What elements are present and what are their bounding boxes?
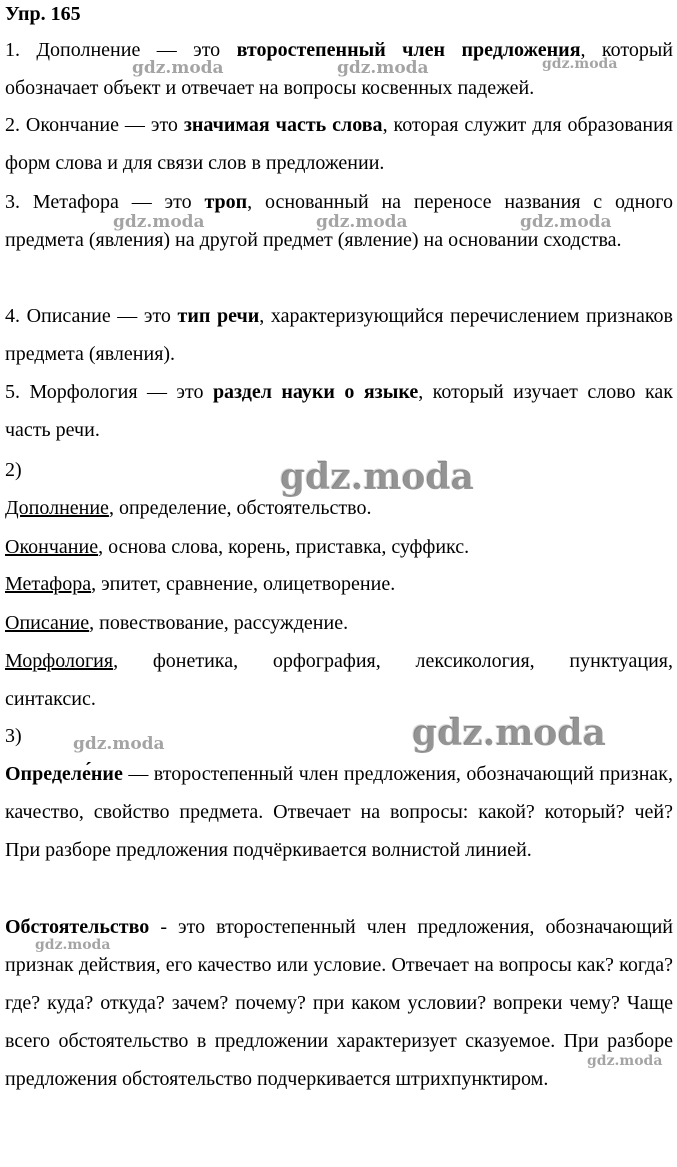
term-group-3-key: Метафора [5,573,92,595]
watermark-logo: gdz.moda [587,1053,663,1069]
term-group-4-rest: , повествование, рассуждение. [89,612,349,634]
definition-adverbial-term: Обстоятельство [5,916,150,938]
term-group-5-rest: , фонетика, орфография, лексикология, пунктуация, [113,650,673,672]
watermark-logo: gdz.moda [316,212,408,232]
definition-5 [5,373,673,449]
definition-5-rest: , который изучает слово как часть речи. [5,381,673,441]
watermark-logo: gdz.moda [412,712,606,754]
term-group-5-key: Морфология [5,650,114,672]
definition-attribute-text: — второстепенный член предложения, обозначающий признак, качество, свойство предмета. Отвечает на вопросы: какой? который? чей? При разборе предложения подчёркивается волнистой линией. [5,763,673,861]
term-group-2-rest: , основа слова, корень, приставка, суффикс. [98,536,470,558]
definition-attribute-term: Определе́ние [5,763,123,785]
term-group-1-rest: , определение, обстоятельство. [108,497,372,519]
definition-2 [5,106,673,182]
watermark-logo: gdz.moda [35,937,111,953]
definition-adverbial-text: - это второстепенный член предложения, обозначающий признак действия, его качество или условие. Отвечает на вопросы как? когда? где? куда? откуда? зачем? почему? при каком условии? вопреки чему? Чаще всего обстоятельство в предложении характеризует сказуемое. При разборе предложения обстоятельство подчеркивается штрихпунктиром. [5,916,673,1090]
definition-4-rest: , характеризующийся перечислением признаков предмета (явления). [5,305,673,365]
definition-4-lead: 4. Описание — это [5,305,178,327]
watermark-logo: gdz.moda [337,58,429,78]
definition-3-lead: 3. Метафора — это [5,191,205,213]
term-group-3-rest: , эпитет, сравнение, олицетворение. [91,573,396,595]
definition-5-lead: 5. Морфология — это [5,381,213,403]
watermark-logo: gdz.moda [542,56,618,72]
term-group-2 [5,535,673,559]
definition-2-term: значимая часть слова [183,114,383,136]
term-group-5 [5,649,673,673]
definition-5-term: раздел науки о языке [212,381,419,403]
definition-1-term: второстепенный член предложения [236,39,581,61]
watermark-logo: gdz.moda [113,212,205,232]
definition-2-rest: , которая служит для образования форм слова и для связи слов в предложении. [5,114,673,174]
section-3-label: 3) [5,725,22,747]
definition-1-rest: , который обозначает объект и отвечает на вопросы косвенных падежей. [5,39,673,99]
term-group-4 [5,611,673,635]
definition-2-lead: 2. Окончание — это [5,114,184,136]
exercise-title: Упр. 165 [5,3,81,25]
watermark-logo: gdz.moda [280,456,474,498]
definition-3-term: троп [204,191,248,213]
definition-4 [5,297,673,373]
term-group-1 [5,496,673,520]
term-group-2-key: Окончание [5,536,99,558]
definition-3-rest: , основанный на переносе названия с одного предмета (явления) на другой предмет (явление) на основании сходства. [5,191,674,251]
watermark-logo: gdz.moda [520,212,612,232]
definition-attribute [5,755,673,869]
term-group-5-continuation: синтаксис. [5,688,96,710]
definition-1-lead: 1. Дополнение — это [5,39,237,61]
watermark-logo: gdz.moda [132,58,224,78]
section-2-label: 2) [5,459,22,481]
term-group-3 [5,572,673,596]
term-group-4-key: Описание [5,612,90,634]
watermark-logo: gdz.moda [73,734,165,754]
term-group-1-key: Дополнение [5,497,109,519]
definition-4-term: тип речи [177,305,260,327]
